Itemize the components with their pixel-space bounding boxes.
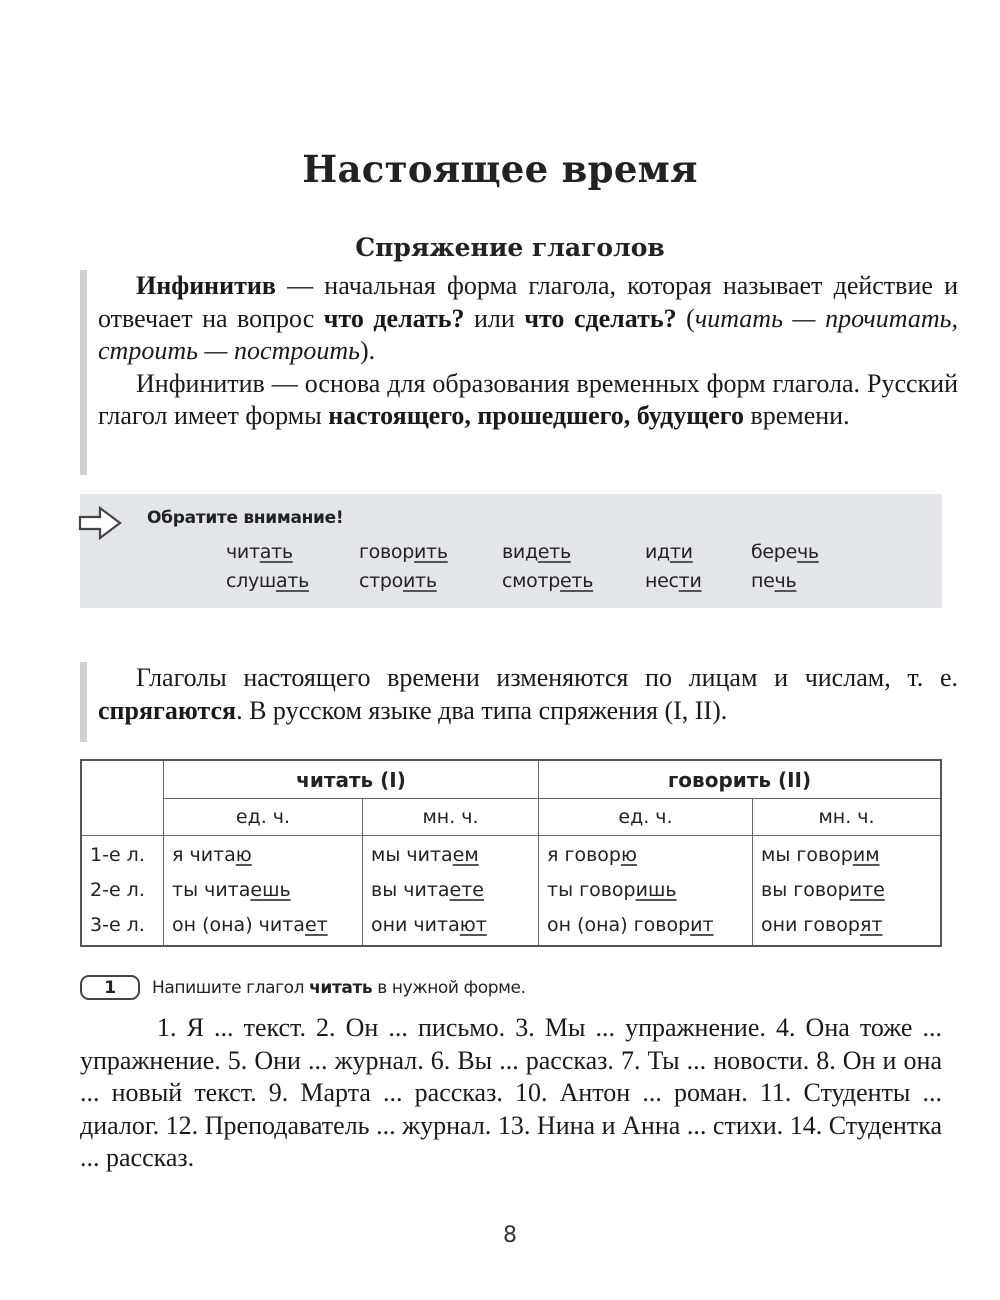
verb-header-govorit: говорить (II) xyxy=(539,760,942,799)
verb-form xyxy=(371,838,538,873)
term-conjugate: спрягаются xyxy=(98,695,237,725)
stem: они чита xyxy=(371,914,460,936)
text: . В русском языке два типа спряжения (I, II). xyxy=(236,695,728,725)
ending: ите xyxy=(849,879,885,901)
conjugation-table xyxy=(80,759,942,947)
ending: ит xyxy=(690,914,714,936)
stem: я говор xyxy=(547,844,621,866)
ending: ят xyxy=(859,914,883,936)
text: Глаголы настоящего времени изменяются по лицам и числам, т. е. xyxy=(136,663,958,692)
number-header: мн. ч. xyxy=(363,799,539,836)
table-row xyxy=(81,836,941,947)
stem: пе xyxy=(751,569,775,592)
ending: ти xyxy=(678,569,702,592)
exercise-body xyxy=(80,1012,942,1175)
ending: ить xyxy=(414,540,448,563)
forms-govorit-singular xyxy=(539,836,753,947)
stem: говор xyxy=(359,540,414,563)
examples: читать — прочитать, строить — построить xyxy=(98,303,958,365)
infinitive-rule-block xyxy=(80,270,958,475)
ending: ю xyxy=(620,844,637,866)
stem: ид xyxy=(645,540,670,563)
ending: чь xyxy=(796,540,819,563)
instruction-verb: читать xyxy=(309,977,373,998)
stem: я чита xyxy=(172,844,236,866)
exercise-header xyxy=(80,975,526,1000)
ending: ти xyxy=(669,540,693,563)
verb-item xyxy=(359,570,502,592)
form-past: прошедшего xyxy=(477,401,624,430)
stem: он (она) чита xyxy=(172,914,305,936)
stem: нес xyxy=(645,569,679,592)
form-present: настоящего xyxy=(328,401,465,430)
number-header: ед. ч. xyxy=(164,799,363,836)
stem: он (она) говор xyxy=(547,914,691,936)
number-header: ед. ч. xyxy=(539,799,753,836)
attention-box xyxy=(80,494,942,608)
text: в нужной форме. xyxy=(372,977,526,998)
ending: ать xyxy=(276,569,310,592)
ending: ишь xyxy=(635,879,677,901)
page-number: 8 xyxy=(503,1223,517,1248)
page-title: Настоящее время xyxy=(302,146,698,191)
person-label: 2-е л. xyxy=(90,879,145,901)
question-2: что сделать? xyxy=(524,303,677,333)
ending: ать xyxy=(259,540,293,563)
verb-item xyxy=(502,541,645,563)
question-1: что делать? xyxy=(323,303,465,333)
ending: ешь xyxy=(250,879,291,901)
term-infinitive: Инфинитив xyxy=(136,271,276,300)
exercise-instruction xyxy=(152,978,526,998)
verb-row xyxy=(226,566,851,595)
form-future: будущего xyxy=(636,401,744,430)
text: или xyxy=(464,303,525,333)
text: Инфинитив — основа для образования временных форм глагола. Русский глагол имеет формы xyxy=(98,368,958,430)
ending: ю xyxy=(235,844,252,866)
verb-forms-paragraph xyxy=(98,368,958,433)
verb-form xyxy=(172,908,362,943)
infinitive-definition xyxy=(98,270,958,368)
ending: ем xyxy=(452,844,479,866)
stem: они говор xyxy=(761,914,860,936)
attention-title: Обратите внимание! xyxy=(147,508,344,528)
forms-govorit-plural xyxy=(753,836,942,947)
verb-form xyxy=(547,873,752,908)
verb-item xyxy=(226,570,359,592)
stem: смотр xyxy=(502,569,561,592)
separator: , xyxy=(464,401,478,430)
table-subheader-row xyxy=(81,799,941,836)
verb-form xyxy=(172,873,362,908)
exercise-sentences: 1. Я ... текст. 2. Он ... письмо. 3. Мы ... упражнение. 4. Она тоже ... упражнение. 5. Они ... журнал. 6. Вы ... рассказ. 7. Ты ... новости. 8. Он и она ... новый текст. 9. Марта ... рассказ. 10. Антон ... роман. 11. Студенты ... диалог. 12. Преподаватель ... журнал. 13. Нина и Анна ... стихи. 14. Студентка ... рассказ. xyxy=(80,1013,942,1172)
stem: вы говор xyxy=(761,879,850,901)
verb-item xyxy=(751,541,851,563)
stem: бере xyxy=(751,540,797,563)
verb-form xyxy=(547,838,752,873)
person-column xyxy=(81,836,164,947)
verb-form xyxy=(172,838,362,873)
verb-form xyxy=(761,908,940,943)
ending: еть xyxy=(560,569,594,592)
stem: вы чита xyxy=(371,879,450,901)
verb-form xyxy=(761,873,940,908)
person-label: 1-е л. xyxy=(90,844,145,866)
ending: ет xyxy=(304,914,328,936)
text: времени. xyxy=(743,401,850,430)
text: ). xyxy=(359,336,376,365)
forms-chitat-singular xyxy=(164,836,363,947)
conjugation-rule xyxy=(98,662,958,727)
person-label: 3-е л. xyxy=(90,914,145,936)
table-header-row xyxy=(81,760,941,799)
stem: слуш xyxy=(226,569,277,592)
stem: ты чита xyxy=(172,879,251,901)
verb-row xyxy=(226,537,851,566)
verb-item xyxy=(751,570,851,592)
text: ( xyxy=(676,303,695,333)
separator: , xyxy=(623,401,637,430)
exercise-number-badge: 1 xyxy=(80,975,140,1000)
stem: стро xyxy=(359,569,403,592)
stem: вид xyxy=(502,540,538,563)
verb-header-chitat: читать (I) xyxy=(164,760,539,799)
stem: мы говор xyxy=(761,844,853,866)
verb-form xyxy=(547,908,752,943)
stem: мы чита xyxy=(371,844,453,866)
text: Напишите глагол xyxy=(152,977,310,998)
verb-item xyxy=(645,541,751,563)
ending: ют xyxy=(459,914,487,936)
ending: еть xyxy=(537,540,571,563)
conjugation-rule-block xyxy=(80,662,958,742)
ending: ете xyxy=(449,879,484,901)
verb-item xyxy=(502,570,645,592)
verb-item xyxy=(226,541,359,563)
verb-item xyxy=(359,541,502,563)
ending: ить xyxy=(403,569,437,592)
number-header: мн. ч. xyxy=(753,799,942,836)
empty-corner-cell xyxy=(81,760,164,836)
ending: чь xyxy=(774,569,797,592)
ending: им xyxy=(852,844,880,866)
verb-grid xyxy=(226,537,851,595)
verb-form xyxy=(371,873,538,908)
verb-item xyxy=(645,570,751,592)
arrow-right-outline-icon xyxy=(78,506,124,544)
stem: ты говор xyxy=(547,879,636,901)
forms-chitat-plural xyxy=(363,836,539,947)
text: — начальная форма глагола, которая называет действие и отвечает на вопрос xyxy=(98,271,958,333)
verb-form xyxy=(371,908,538,943)
section-subtitle: Спряжение глаголов xyxy=(355,232,665,262)
stem: чит xyxy=(226,540,260,563)
verb-form xyxy=(761,838,940,873)
